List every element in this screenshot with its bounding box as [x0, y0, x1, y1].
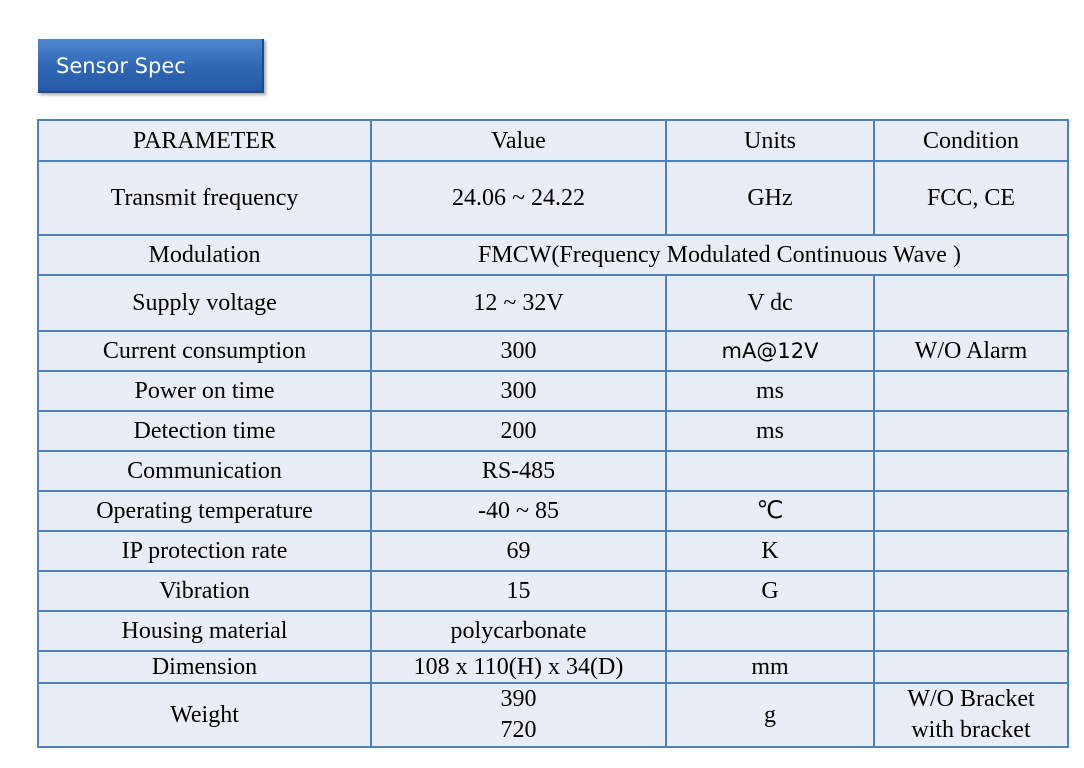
table-row	[38, 683, 1068, 747]
table-row	[38, 161, 1068, 235]
value-cell: 108 x 110(H) x 34(D)	[371, 651, 666, 683]
condition-cell	[874, 491, 1068, 531]
table-row	[38, 611, 1068, 651]
parameter-cell: Communication	[38, 451, 371, 491]
column-header-condition: Condition	[874, 120, 1068, 161]
section-title: Sensor Spec	[38, 39, 264, 93]
value-cell: -40 ~ 85	[371, 491, 666, 531]
table-row	[38, 371, 1068, 411]
condition-cell	[874, 611, 1068, 651]
units-cell: ms	[666, 411, 874, 451]
condition-cell: FCC, CE	[874, 161, 1068, 235]
units-cell: ms	[666, 371, 874, 411]
column-header-parameter: PARAMETER	[38, 120, 371, 161]
parameter-cell: Transmit frequency	[38, 161, 371, 235]
condition-cell	[874, 651, 1068, 683]
units-cell	[666, 611, 874, 651]
condition-cell	[874, 411, 1068, 451]
table-row	[38, 235, 1068, 275]
condition-cell: W/O Alarm	[874, 331, 1068, 371]
parameter-cell: Dimension	[38, 651, 371, 683]
condition-cell: W/O Bracket with bracket	[874, 683, 1068, 747]
units-cell: G	[666, 571, 874, 611]
table-header-row	[38, 120, 1068, 161]
column-header-units: Units	[666, 120, 874, 161]
value-cell: 300	[371, 331, 666, 371]
parameter-cell: Power on time	[38, 371, 371, 411]
value-cell-merged: FMCW(Frequency Modulated Continuous Wave )	[371, 235, 1068, 275]
table-row	[38, 651, 1068, 683]
units-cell: mm	[666, 651, 874, 683]
units-cell: K	[666, 531, 874, 571]
units-cell: ℃	[666, 491, 874, 531]
value-cell: polycarbonate	[371, 611, 666, 651]
units-cell: g	[666, 683, 874, 747]
column-header-value: Value	[371, 120, 666, 161]
table-row	[38, 411, 1068, 451]
value-cell: 24.06 ~ 24.22	[371, 161, 666, 235]
condition-cell	[874, 371, 1068, 411]
parameter-cell: Operating temperature	[38, 491, 371, 531]
value-cell: 69	[371, 531, 666, 571]
parameter-cell: Weight	[38, 683, 371, 747]
condition-cell	[874, 451, 1068, 491]
value-cell: 390 720	[371, 683, 666, 747]
parameter-cell: Supply voltage	[38, 275, 371, 331]
table-row	[38, 451, 1068, 491]
condition-cell	[874, 571, 1068, 611]
value-cell: 15	[371, 571, 666, 611]
table-row	[38, 491, 1068, 531]
parameter-cell: Modulation	[38, 235, 371, 275]
condition-cell	[874, 531, 1068, 571]
units-cell	[666, 451, 874, 491]
table-row	[38, 275, 1068, 331]
parameter-cell: Detection time	[38, 411, 371, 451]
units-cell: GHz	[666, 161, 874, 235]
units-cell: V dc	[666, 275, 874, 331]
parameter-cell: Housing material	[38, 611, 371, 651]
value-cell: 200	[371, 411, 666, 451]
condition-cell	[874, 275, 1068, 331]
table-row	[38, 571, 1068, 611]
value-cell: 12 ~ 32V	[371, 275, 666, 331]
value-cell: RS-485	[371, 451, 666, 491]
parameter-cell: Vibration	[38, 571, 371, 611]
table-row	[38, 331, 1068, 371]
parameter-cell: Current consumption	[38, 331, 371, 371]
sensor-spec-table	[37, 119, 1069, 748]
table-row	[38, 531, 1068, 571]
parameter-cell: IP protection rate	[38, 531, 371, 571]
units-cell: mA@12V	[666, 331, 874, 371]
value-cell: 300	[371, 371, 666, 411]
